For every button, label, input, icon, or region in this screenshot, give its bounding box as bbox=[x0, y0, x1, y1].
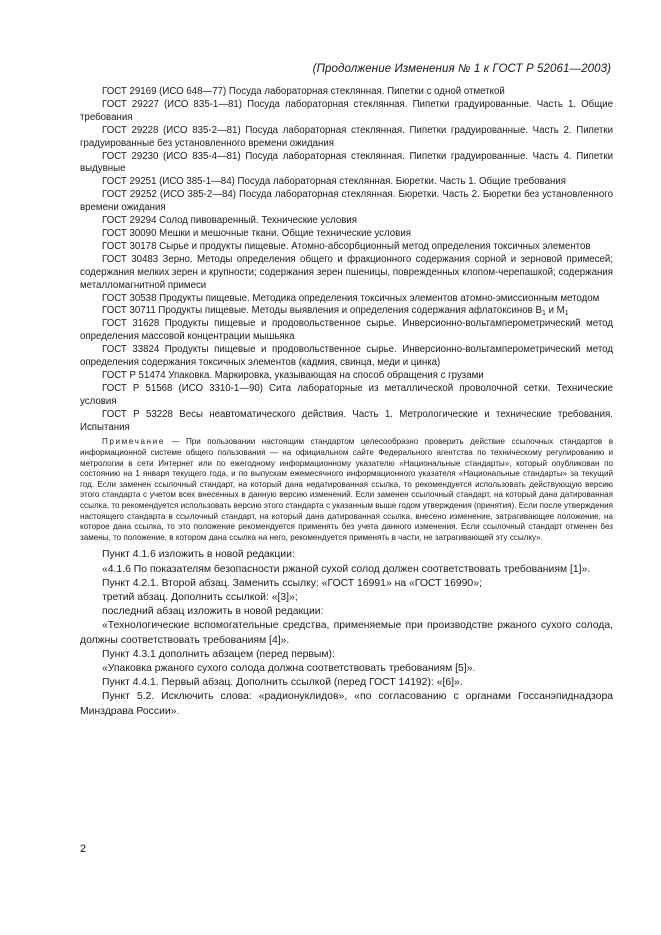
amendment-item: Пункт 4.1.6 изложить в новой редакции: bbox=[102, 549, 295, 561]
references-list bbox=[80, 86, 613, 434]
amendment-item: последний абзац изложить в новой редакции: bbox=[102, 606, 324, 618]
note-label: Примечание bbox=[102, 437, 165, 447]
reference-item: ГОСТ 30090 Мешки и мешочные ткани. Общие технические условия bbox=[102, 227, 411, 239]
aflatoxin-b: В bbox=[535, 305, 542, 317]
reference-item: ГОСТ 30483 Зерно. Методы определения общего и фракционного содержания сорной и зерновой примесей; содержания мелких зерен и крупности; содержания зерен пшеницы, поврежденных клопом-черепашкой; содержания металломагнитной примеси bbox=[80, 253, 613, 291]
page-number: 2 bbox=[80, 843, 87, 855]
aflatoxin-sub-m: 1 bbox=[564, 310, 569, 318]
reference-item: ГОСТ 29228 (ИСО 835-2—81) Посуда лабораторная стеклянная. Пипетки градуированные. Часть 2. Пипетки градуированные без установленного времени ожидания bbox=[80, 124, 613, 149]
reference-item: ГОСТ 31628 Продукты пищевые и продовольственное сырье. Инверсионно-вольтамперометрический метод определения массовой концентрации мышьяка bbox=[80, 318, 613, 343]
amendment-item: Пункт 5.2. Исключить слова: «радионуклидов», «по согласованию с органами Госсанэпиднадзора Минздрава России». bbox=[80, 691, 613, 717]
amendment-item: «Технологические вспомогательные средства, применяемые при производстве ржаного сухого солода, должны соответствовать требованиям [4]». bbox=[80, 620, 613, 646]
reference-item: ГОСТ Р 53228 Весы неавтоматического действия. Часть 1. Метрологические и технические требования. Испытания bbox=[80, 408, 613, 433]
reference-item: ГОСТ 29169 (ИСО 648—77) Посуда лабораторная стеклянная. Пипетки с одной отметкой bbox=[102, 86, 505, 97]
reference-item: ГОСТ 30538 Продукты пищевые. Методика определения токсичных элементов атомно-эмиссионным методом bbox=[102, 292, 600, 304]
reference-item: ГОСТ 29227 (ИСО 835-1—81) Посуда лабораторная стеклянная. Пипетки градуированные. Часть 1. Общие требования bbox=[80, 98, 613, 123]
reference-item: ГОСТ 29230 (ИСО 835-4—81) Посуда лабораторная стеклянная. Пипетки градуированные. Часть 4. Пипетки выдувные bbox=[80, 150, 613, 175]
note-text: — При пользовании настоящим стандартом целесообразно проверить действие ссылочных стандартов в информационной системе общего пользования — на официальном сайте Федерального агентства по техническому регулированию и метрологии в сети Интернет или по ежегодному информационному указателю «Национальные стандарты», который опубликован по состоянию на 1 января текущего года, и по выпускам ежемесячного информационного указателя «Национальные стандарты» за текущий год. Если заменен ссылочный стандарт, на который дана недатированная ссылка, то рекомендуется использовать действующую версию этого стандарта с учетом всех внесенных в данную версию изменений. Если заменен ссылочный стандарт, на который дана датированная ссылка, то рекомендуется использовать версию этого стандарта с указанным выше годом утверждения (принятия). Если после утверждения настоящего стандарта в ссылочный стандарт, на который дана датированная ссылка, внесено изменение, затрагивающее положение, на которое дана ссылка, то это положение рекомендуется применять без учета данного изменения. Если ссылочный стандарт отменен без замены, то положение, в котором дана ссылка на него, рекомендуется применять в части, не затрагивающей эту ссылку». bbox=[80, 437, 613, 542]
aflatoxin-and-m: и М bbox=[545, 305, 565, 317]
amendment-item: «4.1.6 По показателям безопасности ржаной сухой солод должен соответствовать требованиям [1]». bbox=[102, 563, 591, 575]
amendment-item: Пункт 4.2.1. Второй абзац. Заменить ссылку: «ГОСТ 16991» на «ГОСТ 16990»; bbox=[102, 577, 482, 589]
amendment-item: Пункт 4.4.1. Первый абзац. Дополнить ссылкой (перед ГОСТ 14192): «[6]». bbox=[102, 677, 463, 689]
amendments-list bbox=[80, 548, 613, 718]
document-body bbox=[80, 86, 613, 719]
reference-item: ГОСТ 29294 Солод пивоваренный. Технические условия bbox=[102, 215, 358, 227]
aflatoxin-text: ГОСТ 30711 Продукты пищевые. Методы выявления и определения содержания афлатоксинов bbox=[102, 305, 533, 317]
amendment-item: Пункт 4.3.1 дополнить абзацем (перед первым): bbox=[102, 648, 335, 660]
aflatoxin-sub-b: 1 bbox=[541, 310, 546, 318]
reference-item: ГОСТ 33824 Продукты пищевые и продовольственное сырье. Инверсионно-вольтамперометрический метод определения содержания токсичных элементов (кадмия, свинца, меди и цинка) bbox=[80, 344, 613, 369]
reference-item: ГОСТ Р 51474 Упаковка. Маркировка, указывающая на способ обращения с грузами bbox=[102, 369, 484, 381]
continuation-header: (Продолжение Изменения № 1 к ГОСТ Р 52061—2003) bbox=[312, 63, 611, 75]
amendment-item: «Упаковка ржаного сухого солода должна соответствовать требованиям [5]». bbox=[102, 663, 476, 675]
reference-item: ГОСТ Р 51568 (ИСО 3310-1—90) Сита лабораторные из металлической проволочной сетки. Технические условия bbox=[80, 382, 613, 407]
reference-item: ГОСТ 30178 Сырье и продукты пищевые. Атомно-абсорбционный метод определения токсичных элементов bbox=[102, 240, 591, 252]
reference-item: ГОСТ 29252 (ИСО 385-2—84) Посуда лабораторная стеклянная. Бюретки. Часть 2. Бюретки без установленного времени ожидания bbox=[80, 189, 613, 214]
reference-note bbox=[80, 437, 613, 543]
amendment-item: третий абзац. Дополнить ссылкой: «[3]»; bbox=[102, 592, 298, 604]
reference-item-aflatoxin bbox=[80, 305, 613, 318]
reference-item: ГОСТ 29251 (ИСО 385-1—84) Посуда лабораторная стеклянная. Бюретки. Часть 1. Общие требования bbox=[102, 176, 566, 188]
